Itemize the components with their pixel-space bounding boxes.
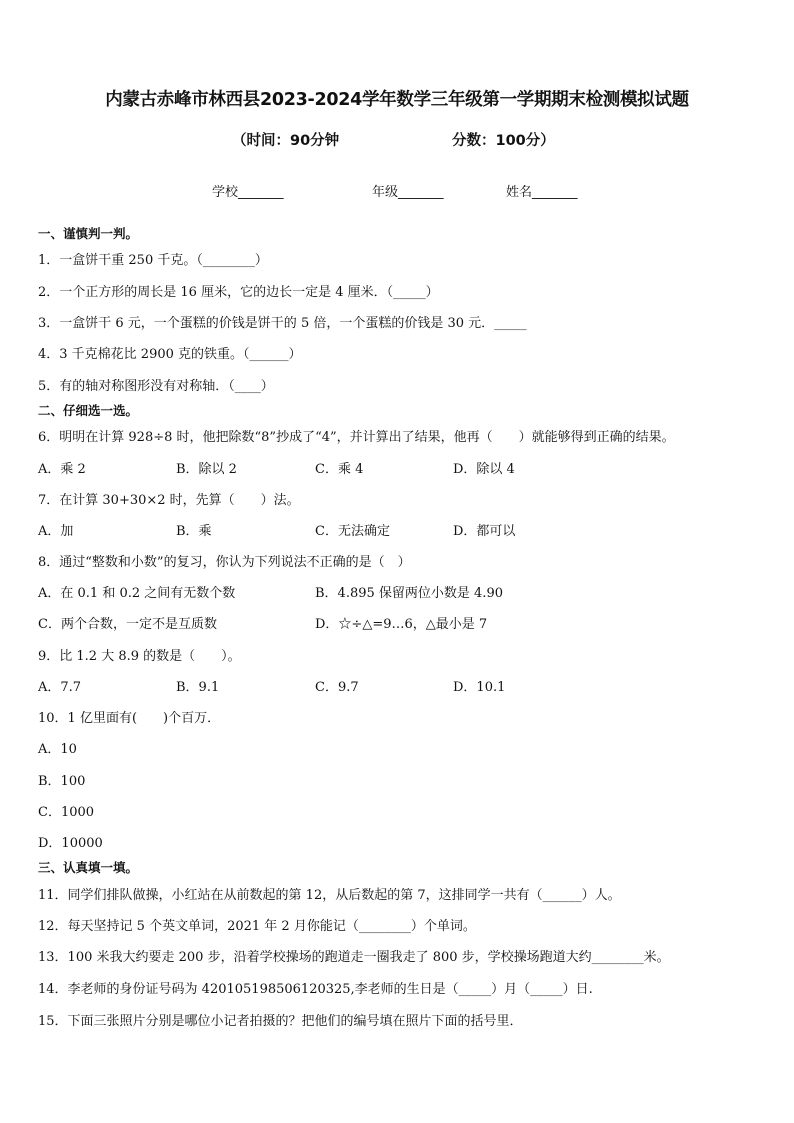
q10-option-b: B．100 bbox=[38, 774, 86, 789]
q8-option-a: A．在 0.1 和 0.2 之间有无数个数 bbox=[38, 586, 236, 601]
name-field: 姓名_______ bbox=[506, 185, 578, 200]
question-1: 1．一盒饼干重 250 千克。（________） bbox=[38, 253, 268, 268]
q10-option-d: D．10000 bbox=[38, 836, 103, 851]
school-field: 学校_______ bbox=[212, 185, 284, 200]
q9-option-d: D．10.1 bbox=[453, 680, 506, 695]
page-title: 内蒙古赤峰市林西县2023-2024学年数学三年级第一学期期末检测模拟试题 bbox=[105, 90, 689, 110]
q9-option-a: A．7.7 bbox=[38, 680, 82, 695]
exam-score: 分数：100分） bbox=[452, 133, 555, 149]
q8-option-d: D．☆÷△=9…6，△最小是 7 bbox=[315, 617, 488, 632]
q7-option-c: C．无法确定 bbox=[315, 524, 390, 539]
q8-option-b: B．4.895 保留两位小数是 4.90 bbox=[315, 586, 503, 601]
section-heading-choose: 二、仔细选一选。 bbox=[38, 403, 139, 418]
question-12: 12．每天坚持记 5 个英文单词，2021 年 2 月你能记（________）个单词。 bbox=[38, 919, 476, 934]
q7-option-a: A．加 bbox=[38, 524, 74, 539]
q8-option-c: C．两个合数，一定不是互质数 bbox=[38, 617, 217, 632]
q6-option-a: A．乘 2 bbox=[38, 462, 86, 477]
q7-option-b: B．乘 bbox=[176, 524, 212, 539]
q7-option-d: D．都可以 bbox=[453, 524, 516, 539]
q10-option-c: C．1000 bbox=[38, 805, 95, 820]
question-2: 2．一个正方形的周长是 16 厘米，它的边长一定是 4 厘米．（_____） bbox=[38, 285, 439, 300]
section-heading-fill: 三、认真填一填。 bbox=[38, 860, 139, 875]
question-3: 3．一盒饼干 6 元，一个蛋糕的价钱是饼干的 5 倍，一个蛋糕的价钱是 30 元．_____ bbox=[38, 316, 527, 331]
question-14: 14．李老师的身份证号码为 420105198506120325,李老师的生日是（_____）月（_____）日. bbox=[38, 982, 593, 997]
grade-field: 年级_______ bbox=[372, 185, 444, 200]
q6-option-b: B．除以 2 bbox=[176, 462, 237, 477]
question-13: 13．100 米我大约要走 200 步，沿着学校操场的跑道走一圈我走了 800 步，学校操场跑道大约________米。 bbox=[38, 950, 670, 965]
section-heading-judge: 一、谨慎判一判。 bbox=[38, 226, 139, 241]
question-5: 5．有的轴对称图形没有对称轴．（____） bbox=[38, 379, 274, 394]
q6-option-d: D．除以 4 bbox=[453, 462, 515, 477]
q9-option-c: C．9.7 bbox=[315, 680, 359, 695]
q9-option-b: B．9.1 bbox=[176, 680, 220, 695]
question-8: 8．通过“整数和小数”的复习，你认为下列说法不正确的是（ ） bbox=[38, 555, 411, 570]
question-15: 15．下面三张照片分别是哪位小记者拍摄的？把他们的编号填在照片下面的括号里． bbox=[38, 1014, 523, 1029]
question-9: 9．比 1.2 大 8.9 的数是（ ）。 bbox=[38, 649, 241, 664]
q6-option-c: C．乘 4 bbox=[315, 462, 364, 477]
question-10: 10．1 亿里面有( )个百万． bbox=[38, 711, 221, 726]
question-4: 4．3 千克棉花比 2900 克的铁重。（______） bbox=[38, 347, 302, 362]
q10-option-a: A．10 bbox=[38, 742, 77, 757]
question-7: 7．在计算 30+30×2 时，先算（ ）法。 bbox=[38, 493, 300, 508]
question-6: 6．明明在计算 928÷8 时，他把除数“8”抄成了“4”，并计算出了结果，他再（ ）就能够得到正确的结果。 bbox=[38, 430, 675, 445]
exam-time: （时间：90分钟 bbox=[232, 133, 340, 149]
question-11: 11．同学们排队做操，小红站在从前数起的第 12，从后数起的第 7，这排同学一共有（______）人。 bbox=[38, 888, 621, 903]
